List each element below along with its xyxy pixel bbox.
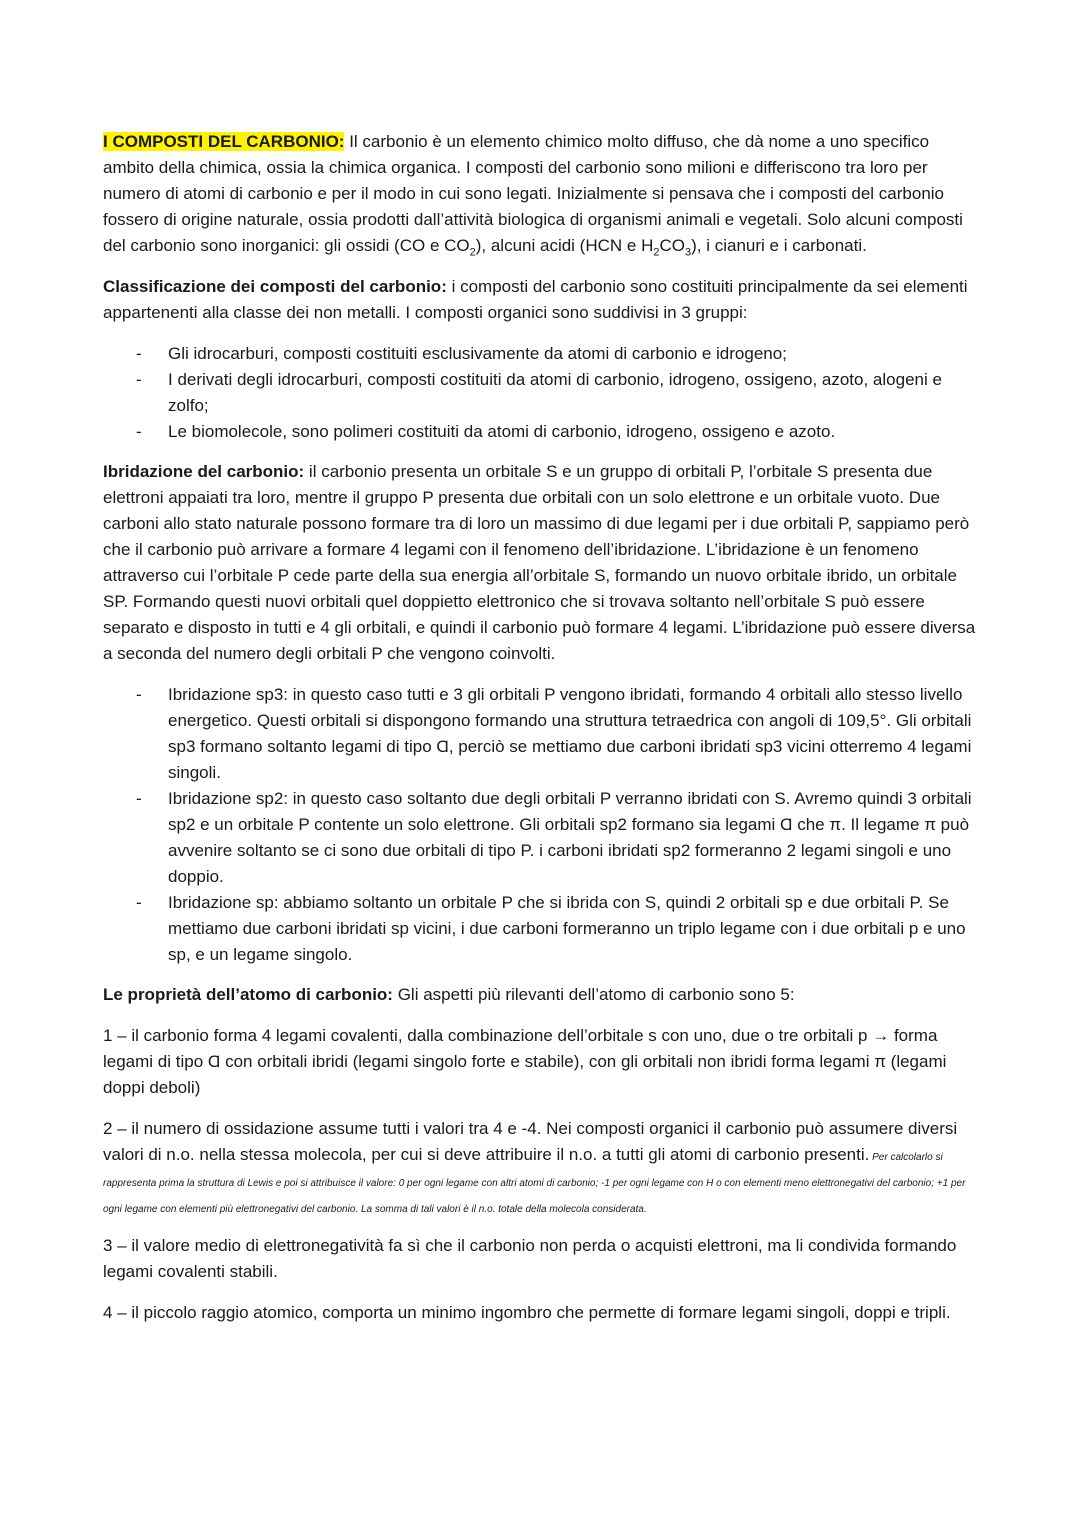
list-item: - Ibridazione sp: abbiamo soltanto un orbitale P che si ibrida con S, quindi 2 orbitali sp e due orbitali P. Se mettiamo due carboni ibridati sp vicini, i due carboni formeranno un triplo legame con i due orbitali p e uno sp, e un legame singolo. [103, 890, 983, 968]
intro-text-3: CO [659, 236, 685, 255]
ibridazione-paragraph [103, 459, 983, 667]
proprieta-heading: Le proprietà dell’atomo di carbonio: [103, 985, 393, 1004]
intro-text-4: ), i cianuri e i carbonati. [691, 236, 867, 255]
intro-heading: I COMPOSTI DEL CARBONIO: [103, 132, 345, 151]
intro-paragraph [103, 129, 983, 259]
proprieta-text: Gli aspetti più rilevanti dell’atomo di carbonio sono 5: [392, 985, 795, 1004]
proprieta-point-1: 1 – il carbonio forma 4 legami covalenti, dalla combinazione dell’orbitale s con uno, due o tre orbitali p → forma legami di tipo Ɑ con orbitali ibridi (legami singolo forte e stabile), con gli orbitali non ibridi forma legami π (legami doppi deboli) [103, 1026, 947, 1097]
proprieta-point-3: 3 – il valore medio di elettronegatività fa sì che il carbonio non perda o acquisti elettroni, ma li condivida formando legami covalenti stabili. [103, 1236, 957, 1281]
list-item: - I derivati degli idrocarburi, composti costituiti da atomi di carbonio, idrogeno, ossigeno, azoto, alogeni e zolfo; [103, 367, 983, 419]
proprieta-paragraph [103, 982, 983, 1008]
proprieta-point-2-text: 2 – il numero di ossidazione assume tutti i valori tra 4 e -4. Nei composti organici il carbonio può assumere diversi valori di n.o. nella stessa molecola, per cui si deve attribuire il n.o. a tutti gli atomi di carbonio presenti. [103, 1119, 958, 1164]
list-item: - Le biomolecole, sono polimeri costituiti da atomi di carbonio, idrogeno, ossigeno e azoto. [103, 419, 983, 445]
intro-text-2: ), alcuni acidi (HCN e H [475, 236, 654, 255]
list-item: - Ibridazione sp3: in questo caso tutti e 3 gli orbitali P vengono ibridati, formando 4 orbitali allo stesso livello energetico. Questi orbitali si dispongono formando una struttura tetraedrica con angoli di 109,5°. Gli orbitali sp3 formano soltanto legami di tipo Ɑ, perciò se mettiamo due carboni ibridati sp3 vicini otterremo 4 legami singoli. [103, 682, 983, 786]
ibridazione-heading: Ibridazione del carbonio: [103, 462, 305, 481]
proprieta-point-2 [103, 1116, 983, 1220]
classificazione-heading: Classificazione dei composti del carbonio: [103, 277, 447, 296]
ibridazione-list [103, 682, 983, 968]
document-page [103, 129, 983, 1341]
intro-text-1: Il carbonio è un elemento chimico molto diffuso, che dà nome a uno specifico ambito della chimica, ossia la chimica organica. I composti del carbonio sono milioni e differiscono tra loro per numero di atomi di carbonio e per il modo in cui sono legati. Inizialmente si pensava che i composti del carbonio fossero di origine naturale, ossia prodotti dall’attività biologica di organismi animali e vegetali. Solo alcuni composti del carbonio sono inorganici: gli ossidi (CO e CO [103, 132, 963, 255]
classificazione-paragraph [103, 274, 983, 326]
classificazione-text: i composti del carbonio sono costituiti principalmente da sei elementi appartenenti alla classe dei non metalli. I composti organici sono suddivisi in 3 gruppi: [103, 277, 968, 322]
list-item: - Gli idrocarburi, composti costituiti esclusivamente da atomi di carbonio e idrogeno; [103, 341, 983, 367]
subscript: 3 [684, 246, 692, 259]
subscript: 2 [469, 246, 476, 259]
classificazione-list [103, 341, 983, 445]
proprieta-point-4: 4 – il piccolo raggio atomico, comporta un minimo ingombro che permette di formare legami singoli, doppi e tripli. [103, 1303, 951, 1322]
subscript: 2 [653, 246, 660, 259]
ibridazione-text: il carbonio presenta un orbitale S e un gruppo di orbitali P, l’orbitale S presenta due elettroni appaiati tra loro, mentre il gruppo P presenta due orbitali con un solo elettrone e un orbitale vuoto. Due carboni allo stato naturale possono formare tra di loro un massimo di due legami per i due orbitali P, sappiamo però che il carbonio può arrivare a formare 4 legami con il fenomeno dell’ibridazione. L’ibridazione è un fenomeno attraverso cui l’orbitale P cede parte della sua energia all’orbitale S, formando un nuovo orbitale ibrido, un orbitale SP. Formando questi nuovi orbitali quel doppietto elettronico che si trovava soltanto nell’orbitale S può essere separato e disposto in tutti e 4 gli orbitali, e quindi il carbonio può formare 4 legami. L’ibridazione può essere diversa a seconda del numero degli orbitali P che vengono coinvolti. [103, 462, 976, 663]
list-item: - Ibridazione sp2: in questo caso soltanto due degli orbitali P verranno ibridati con S. Avremo quindi 3 orbitali sp2 e un orbitale P contente un solo elettrone. Gli orbitali sp2 formano sia legami Ɑ che π. Il legame π può avvenire soltanto se ci sono due orbitali di tipo P. i carboni ibridati sp2 formeranno 2 legami singoli e uno doppio. [103, 786, 983, 890]
proprieta-point-2-note: Per calcolarlo si rappresenta prima la struttura di Lewis e poi si attribuisce il valore: 0 per ogni legame con altri atomi di carbonio; -1 per ogni legame con H o con elementi meno elettronegativi del carbonio; +1 per ogni legame con elementi più elettronegativi del carbonio. La somma di tali valori è il n.o. totale della molecola considerata. [103, 1152, 966, 1215]
